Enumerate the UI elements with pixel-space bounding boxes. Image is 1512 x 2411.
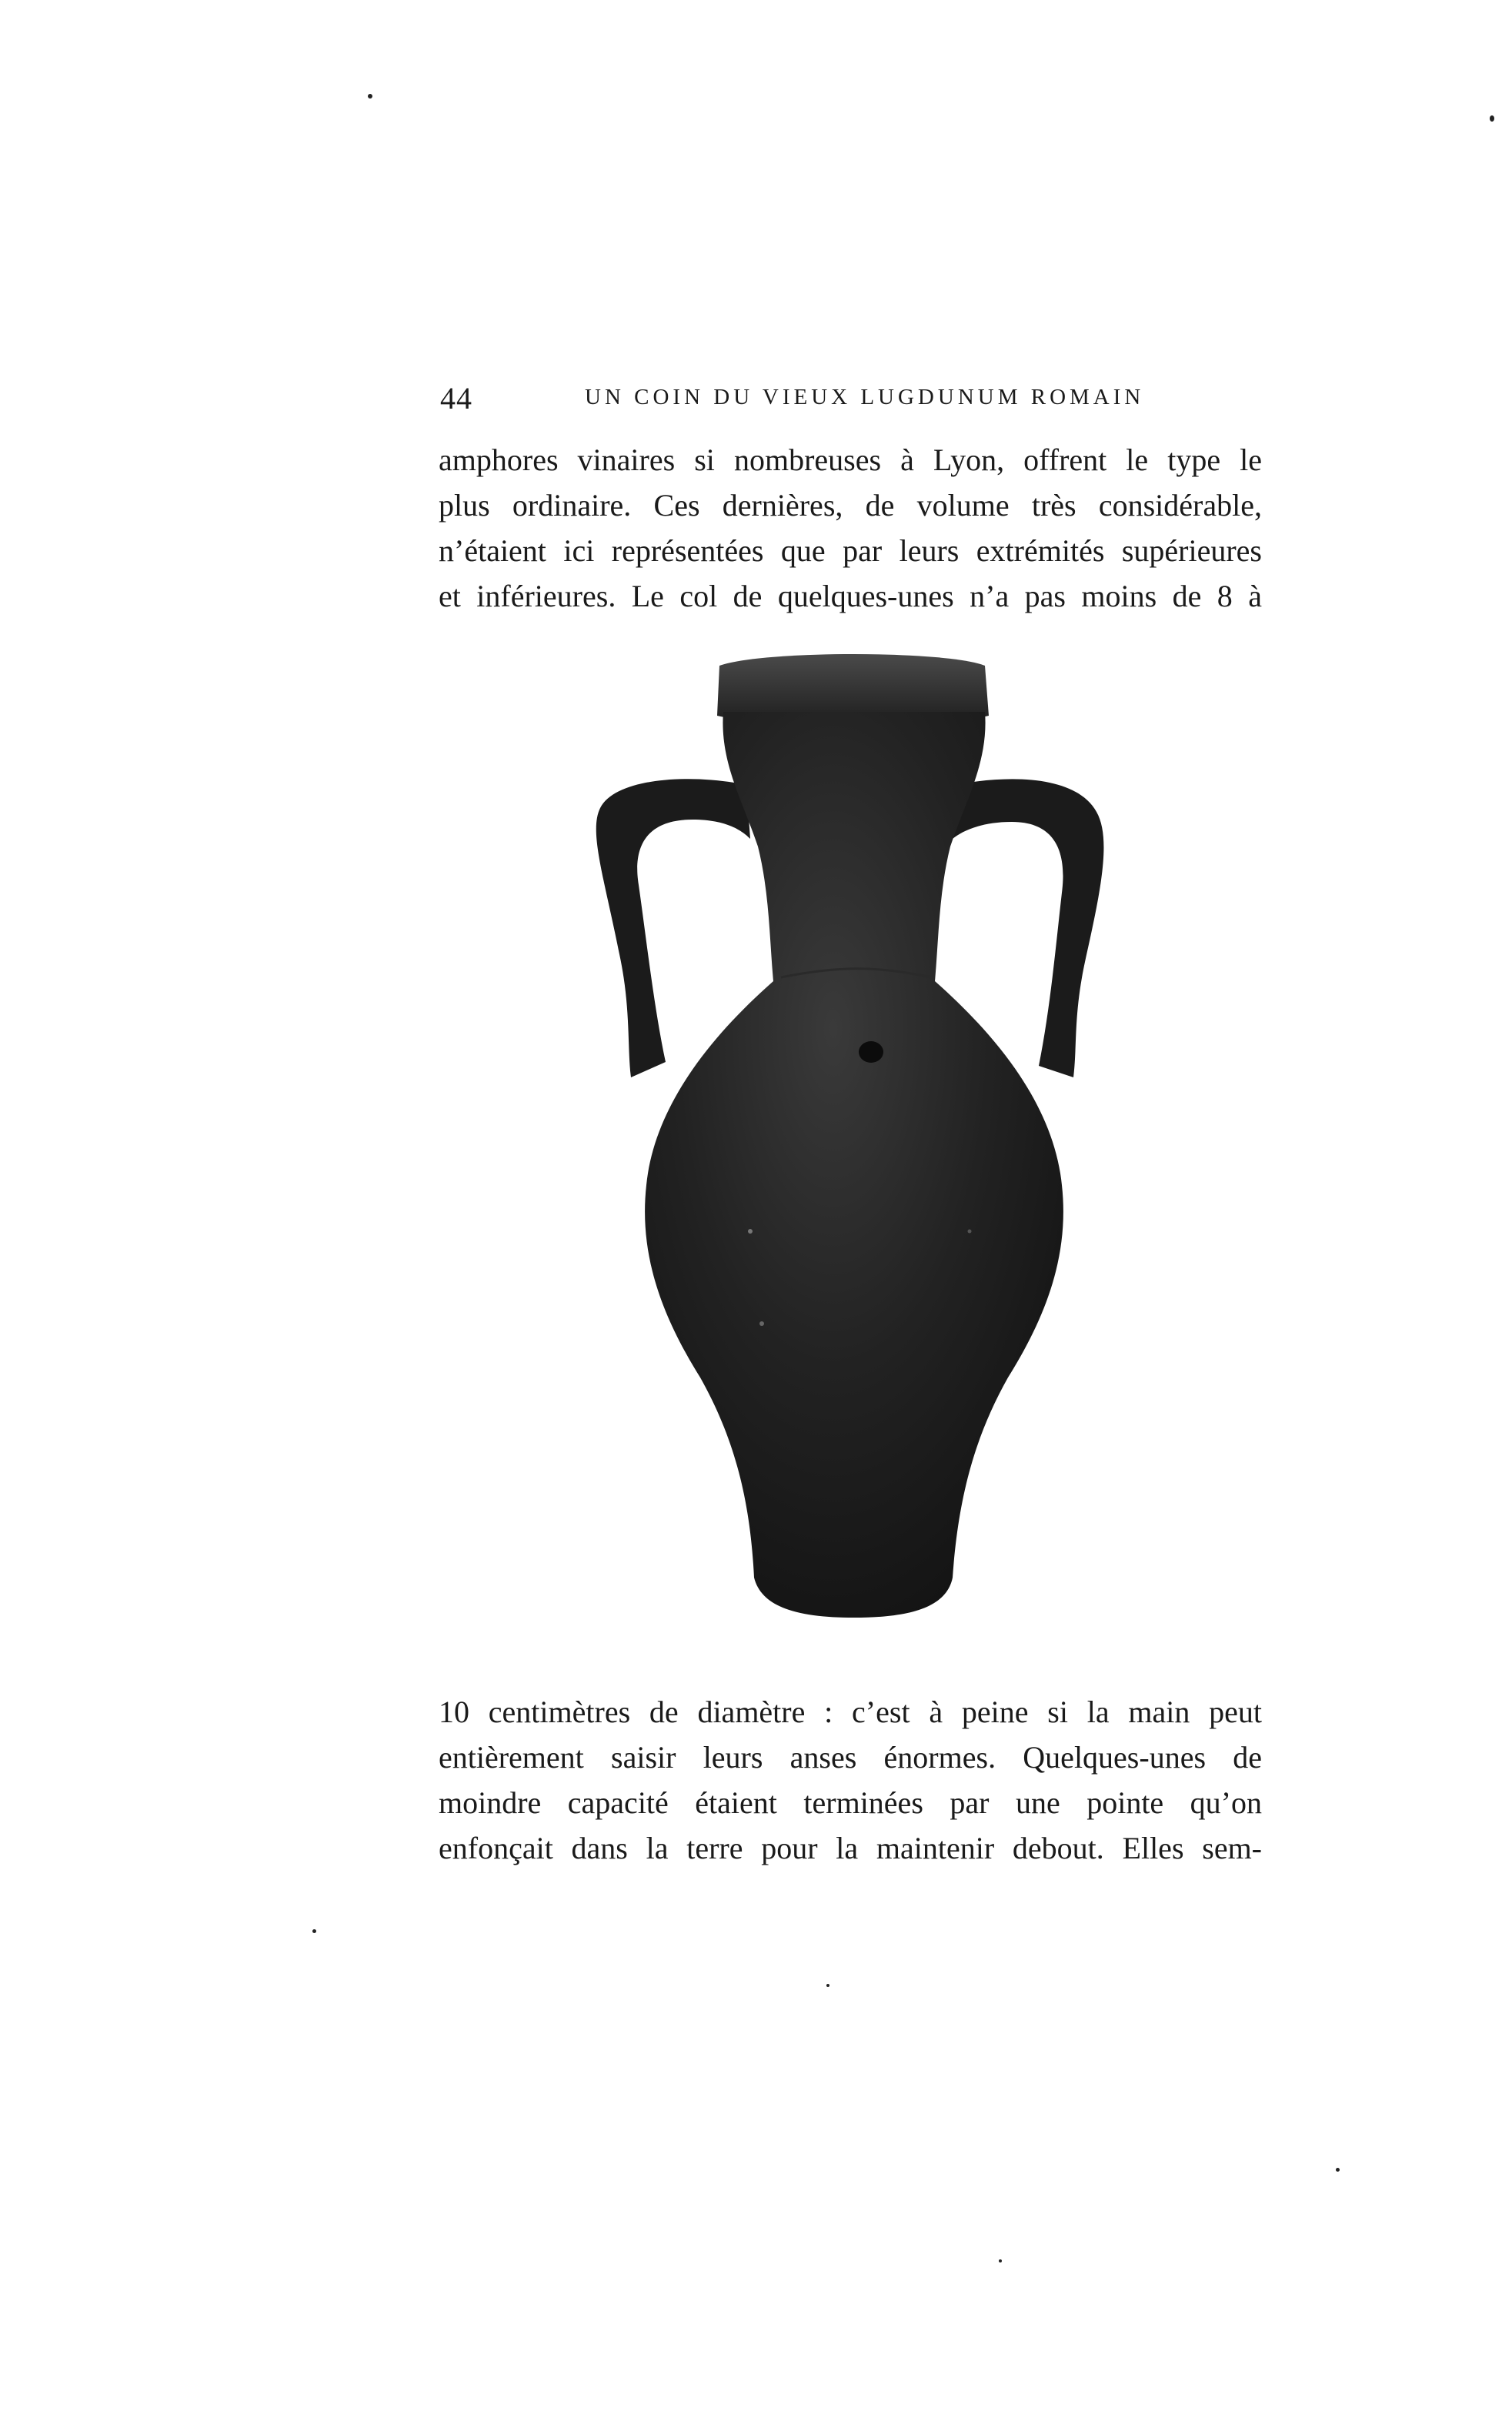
amphora-spot — [859, 1041, 883, 1063]
amphora-speck — [748, 1229, 753, 1234]
text-line: entièrement saisir leurs anses énormes. Quelques-unes de — [439, 1740, 1262, 1775]
paragraph-after-figure — [439, 1689, 1262, 1871]
scan-speck — [1336, 2168, 1340, 2172]
scan-speck — [999, 2259, 1002, 2262]
amphora-speck — [968, 1230, 972, 1234]
amphora-body — [645, 712, 1063, 1618]
running-title: UN COIN DU VIEUX LUGDUNUM ROMAIN — [585, 385, 1145, 409]
text-line: amphores vinaires si nombreuses à Lyon, offrent le type le — [439, 442, 1262, 477]
amphora-figure — [585, 646, 1123, 1655]
page-number: 44 — [440, 381, 472, 416]
scan-speck — [1490, 115, 1494, 122]
scan-speck — [826, 1984, 829, 1987]
text-line: 10 centimètres de diamètre : c’est à peine si la main peut — [439, 1695, 1262, 1729]
running-head — [440, 380, 1271, 426]
text-line: enfonçait dans la terre pour la maintenir debout. Elles sem- — [439, 1831, 1262, 1865]
amphora-speck — [759, 1321, 764, 1326]
text-line: moindre capacité étaient terminées par une pointe qu’on — [439, 1785, 1262, 1820]
text-line: plus ordinaire. Ces dernières, de volume très considérable, — [439, 488, 1262, 523]
amphora-illustration — [585, 646, 1123, 1655]
paragraph-before-figure — [439, 437, 1262, 619]
text-line: n’étaient ici représentées que par leurs extrémités supérieures — [439, 533, 1262, 568]
scan-speck — [312, 1929, 316, 1933]
text-line: et inférieures. Le col de quelques-unes n’a pas moins de 8 à — [439, 579, 1262, 613]
scan-speck — [368, 94, 372, 99]
